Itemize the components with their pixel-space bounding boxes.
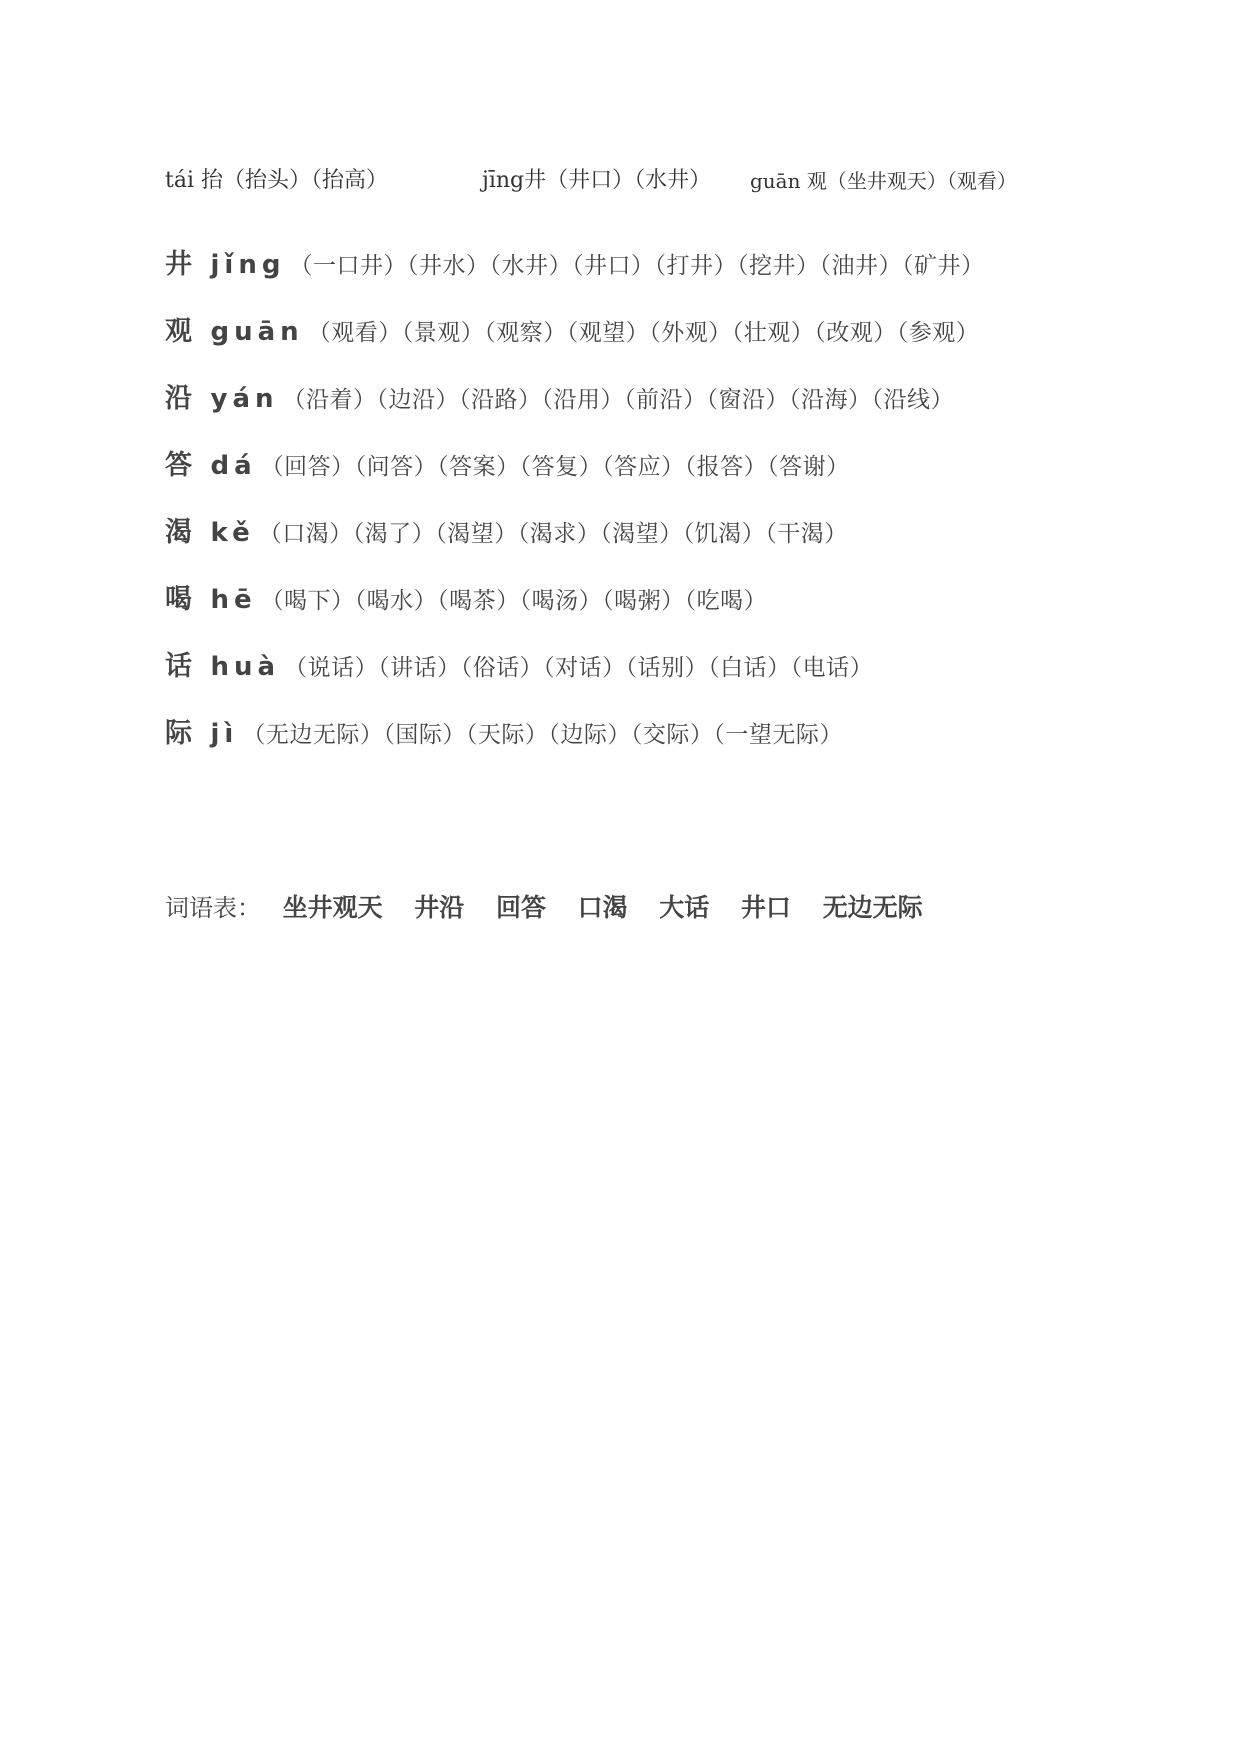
entry-pinyin: hē [210, 585, 257, 615]
entry-words: （口渴）（渴了）（渴望）（渴求）（渴望）（饥渴）（干渴） [258, 521, 848, 547]
vocabulary-word: 大话 [659, 893, 710, 922]
entry-jing [165, 232, 1095, 299]
entry-words: （一口井）（井水）（水井）（井口）（打井）（挖井）（油井）（矿井） [289, 253, 985, 279]
vocabulary-word: 口渴 [577, 893, 628, 922]
entry-ke [165, 500, 1095, 567]
entry-character: 渴 [165, 517, 193, 548]
header-entry-guan: guān 观（坐井观天）（观看） [750, 169, 1017, 193]
entry-hua [165, 634, 1095, 701]
entry-guan [165, 299, 1095, 366]
entry-words: （沿着）（边沿）（沿路）（沿用）（前沿）（窗沿）（沿海）（沿线） [282, 387, 955, 413]
entry-da [165, 433, 1095, 500]
entry-pinyin: kě [210, 518, 255, 548]
entry-character: 井 [165, 249, 193, 280]
vocabulary-list [165, 888, 947, 924]
entry-pinyin: huà [210, 652, 281, 682]
entry-character: 答 [165, 450, 193, 481]
entry-character: 喝 [165, 584, 193, 615]
entry-pinyin: dá [210, 451, 257, 481]
entry-pinyin: jǐng [210, 250, 286, 280]
entry-words: （喝下）（喝水）（喝茶）（喝汤）（喝粥）（吃喝） [260, 588, 768, 614]
vocabulary-word: 井沿 [414, 893, 465, 922]
entry-pinyin: jì [210, 719, 239, 749]
vocabulary-word: 无边无际 [822, 893, 923, 922]
entry-yan [165, 366, 1095, 433]
vocabulary-word: 井口 [740, 893, 791, 922]
entry-character: 观 [165, 316, 193, 347]
vocabulary-label: 词语表： [165, 894, 261, 922]
entry-he [165, 567, 1095, 634]
entry-words: （回答）（问答）（答案）（答复）（答应）（报答）（答谢） [260, 454, 850, 480]
vocabulary-word: 回答 [495, 893, 546, 922]
vocabulary-word: 坐井观天 [282, 893, 383, 922]
header-entry-jing: jīng井（井口）（水井） [482, 168, 712, 193]
character-entries [165, 232, 1095, 768]
entry-character: 沿 [165, 383, 193, 414]
entry-pinyin: guān [210, 317, 304, 347]
entry-character: 际 [165, 718, 193, 749]
entry-words: （说话）（讲话）（俗话）（对话）（话别）（白话）（电话） [284, 655, 874, 681]
entry-character: 话 [165, 651, 193, 682]
header-entry-tai: tái 抬（抬头）（抬高） [165, 168, 388, 193]
entry-words: （无边无际）（国际）（天际）（边际）（交际）（一望无际） [242, 722, 843, 748]
entry-words: （观看）（景观）（观察）（观望）（外观）（壮观）（改观）（参观） [307, 320, 980, 346]
entry-ji [165, 701, 1095, 768]
entry-pinyin: yán [210, 384, 279, 414]
